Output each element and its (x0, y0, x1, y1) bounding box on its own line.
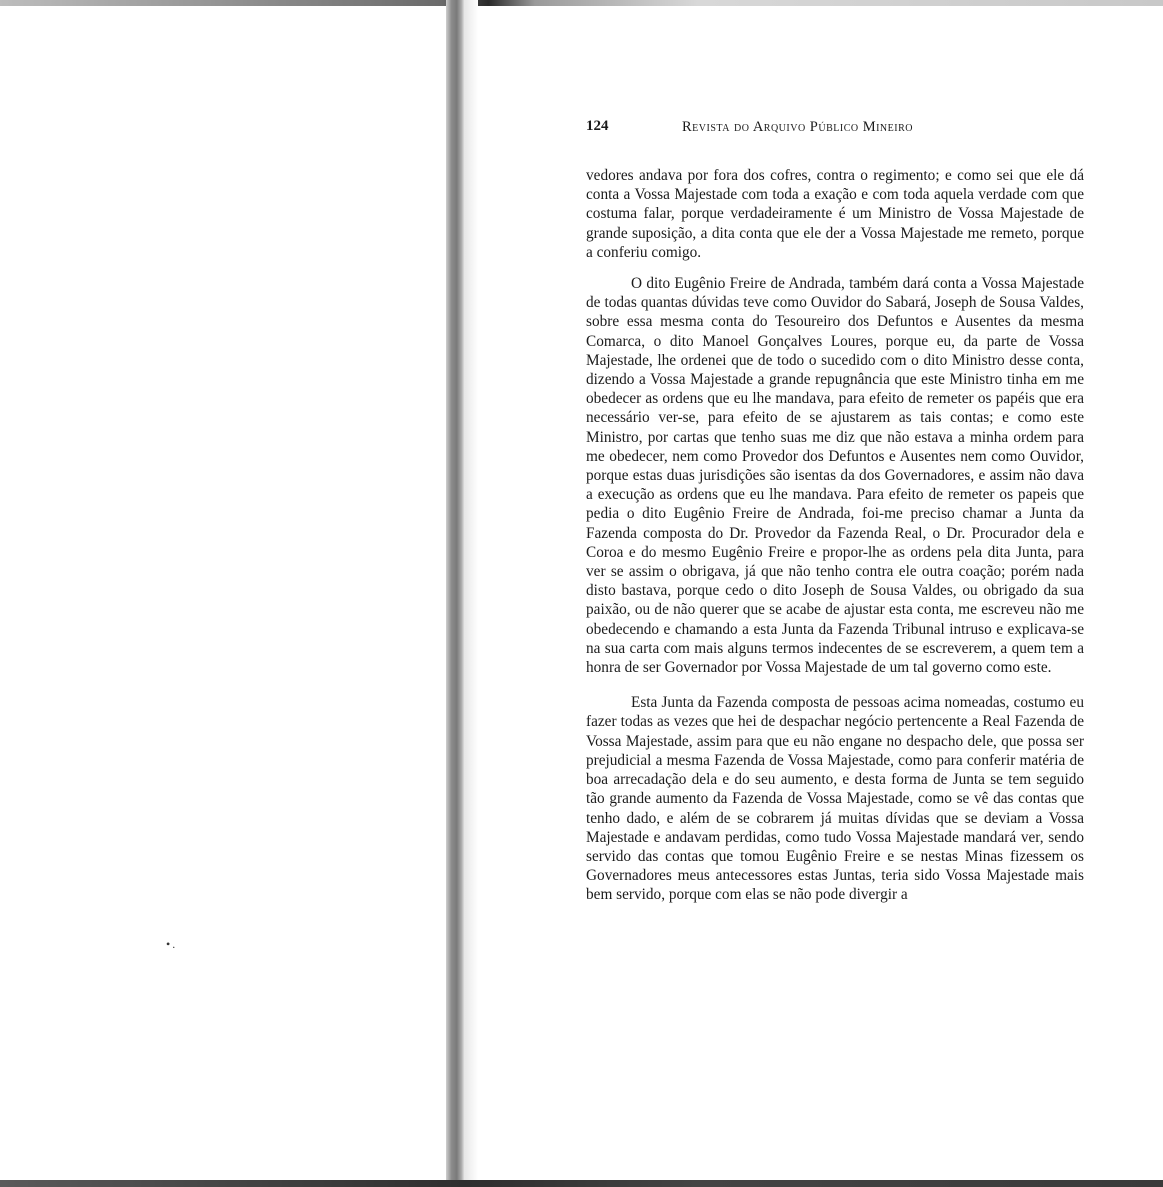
paragraph-continuation: vedores andava por fora dos cofres, contra o regimento; e como sei que ele dá conta a Vossa Majestade com toda a exação e com toda aquela verdade com que costuma falar, porque verdadeiramente é um Ministro de Vossa Majestade de grande suposição, a dita conta que ele der a Vossa Majestade me remeto, porque a conferiu comigo. (586, 167, 1084, 261)
left-page-blank (0, 6, 446, 1180)
body-text (586, 166, 1084, 905)
ink-speck: •. (166, 937, 178, 951)
gutter-shadow (464, 0, 478, 1180)
page-header (586, 118, 1084, 140)
running-head: Revista do Arquivo Público Mineiro (682, 119, 913, 135)
page-number: 124 (586, 118, 609, 134)
right-page (478, 6, 1163, 1180)
book-gutter (446, 0, 464, 1180)
paragraph-eugenio-freire: O dito Eugênio Freire de Andrada, também dará conta a Vossa Majestade de todas quantas dúvidas teve como Ouvidor do Sabará, Joseph de Sousa Valdes, sobre essa mesma conta do Tesoureiro dos Defuntos e Ausentes da mesma Comarca, o dito Manoel Gonçalves Loures, porque eu, da parte de Vossa Majestade, lhe ordenei que de todo o sucedido com o dito Ministro desse conta, dizendo a Vossa Majestade a grande repugnância que este Ministro tinha em me obedecer as ordens que eu lhe mandava, para efeito de remeter os papéis que era necessário ver-se, para efeito de se ajustarem as tais contas; e como este Ministro, por cartas que tenho suas me diz que não estava a minha ordem para me obedecer, nem como Provedor dos Defuntos e Ausentes nem como Ouvidor, porque estas duas jurisdições são isentas da dos Governadores, e assim não dava a execução as ordens que eu lhe mandava. Para efeito de remeter os papeis que pedia o dito Eugênio Freire de Andrada, foi-me preciso chamar a Junta da Fazenda composta do Dr. Provedor da Fazenda Real, o Dr. Procurador dela e Coroa e do mesmo Eugênio Freire e propor-lhe as ordens pela dita Junta, para ver se assim o obrigava, já que não tenho contra ele outra coação; porém nada disto bastava, porque cedo o dito Joseph de Sousa Valdes, ou obrigado da sua paixão, ou de não querer que se acabe de ajustar esta conta, me escreveu não me obedecendo e chamando a esta Junta da Fazenda Tribunal intruso e explicava-se na sua carta com mais alguns termos indecentes de se escreverem, a quem tem a honra de ser Governador por Vossa Majestade de um tal governo como este. (586, 275, 1084, 677)
paragraph-junta-fazenda: Esta Junta da Fazenda composta de pessoas acima nomeadas, costumo eu fazer todas as vezes que hei de despachar negócio pertencente a Real Fazenda de Vossa Majestade, assim para que eu não engane no despacho dele, que possa ser prejudicial a mesma Fazenda de Vossa Majestade, como para conferir matéria de boa arrecadação dela e do seu aumento, e desta forma de Junta se tem seguido tão grande aumento da Fazenda de Vossa Majestade, como se vê das contas que tenho dado, e além de se cobrarem já muitas dívidas que se deviam a Vossa Majestade e andavam perdidas, como tudo Vossa Majestade mandará ver, sendo servido das contas que tomou Eugênio Freire e se nestas Minas fizessem os Governadores meus antecessores estas Juntas, teria sido Vossa Majestade mais bem servido, porque com elas se não pode divergir a (586, 694, 1084, 904)
page-bottom-edge (0, 1180, 1163, 1187)
